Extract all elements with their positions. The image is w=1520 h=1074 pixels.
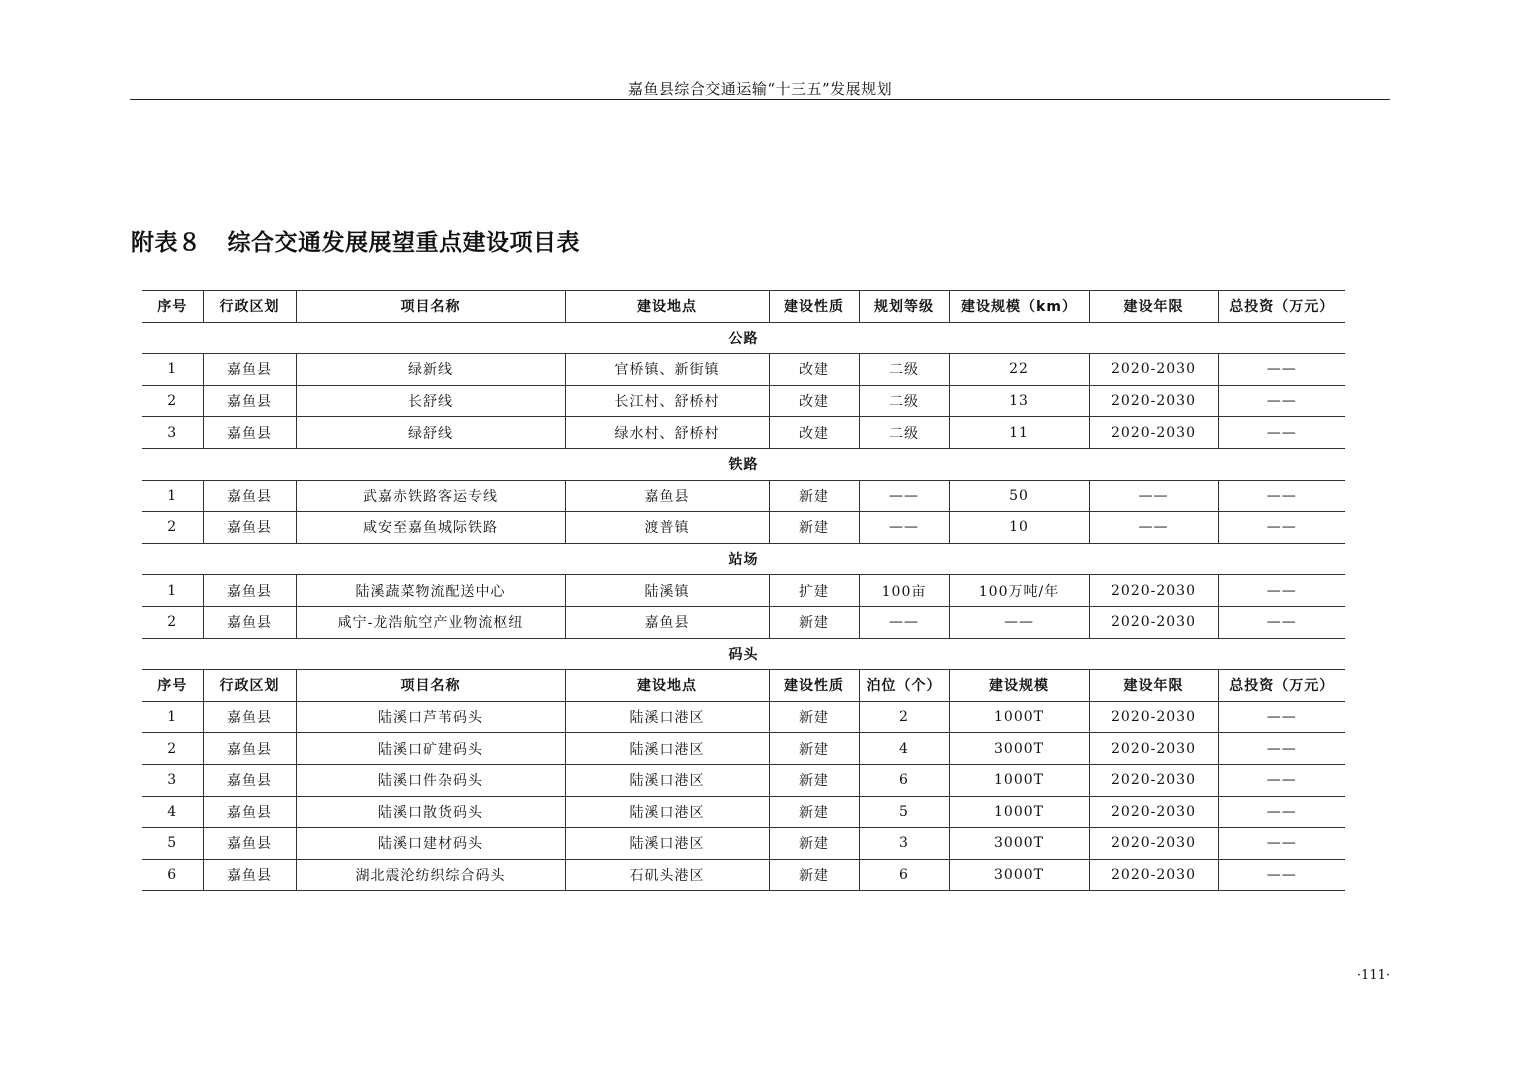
section-row-wharf [142, 638, 1345, 670]
cell-location: 嘉鱼县 [565, 480, 769, 512]
cell-grade: 100亩 [859, 575, 949, 607]
cell-scale: 11 [949, 417, 1089, 449]
cell-location: 官桥镇、新街镇 [565, 354, 769, 386]
cell-type: 改建 [769, 354, 859, 386]
header-cell: 序号 [142, 670, 203, 702]
header-cell: 建设规模 [949, 670, 1089, 702]
cell-district: 嘉鱼县 [203, 733, 296, 765]
cell-index: 6 [142, 859, 203, 891]
cell-scale: 100万吨/年 [949, 575, 1089, 607]
cell-index: 4 [142, 796, 203, 828]
header-cell: 建设年限 [1089, 670, 1218, 702]
header-divider [130, 99, 1390, 100]
cell-grade: —— [859, 512, 949, 544]
cell-investment: —— [1218, 512, 1345, 544]
cell-investment: —— [1218, 385, 1345, 417]
cell-location: 长江村、舒桥村 [565, 385, 769, 417]
header-cell: 项目名称 [296, 291, 565, 323]
cell-project: 绿舒线 [296, 417, 565, 449]
cell-berths: 3 [859, 828, 949, 860]
cell-index: 3 [142, 764, 203, 796]
cell-period: 2020-2030 [1089, 859, 1218, 891]
cell-investment: —— [1218, 575, 1345, 607]
header-cell: 建设地点 [565, 291, 769, 323]
cell-berths: 2 [859, 701, 949, 733]
cell-district: 嘉鱼县 [203, 575, 296, 607]
cell-index: 2 [142, 606, 203, 638]
cell-index: 2 [142, 385, 203, 417]
cell-scale: 3000T [949, 828, 1089, 860]
cell-grade: —— [859, 606, 949, 638]
cell-scale: 3000T [949, 733, 1089, 765]
cell-location: 渡普镇 [565, 512, 769, 544]
cell-project: 湖北震沦纺织综合码头 [296, 859, 565, 891]
cell-index: 3 [142, 417, 203, 449]
cell-project: 武嘉赤铁路客运专线 [296, 480, 565, 512]
cell-type: 新建 [769, 606, 859, 638]
header-cell: 建设性质 [769, 291, 859, 323]
header-cell: 建设性质 [769, 670, 859, 702]
header-cell: 行政区划 [203, 670, 296, 702]
cell-investment: —— [1218, 764, 1345, 796]
cell-berths: 5 [859, 796, 949, 828]
cell-investment: —— [1218, 859, 1345, 891]
cell-period: 2020-2030 [1089, 606, 1218, 638]
cell-type: 新建 [769, 764, 859, 796]
section-row-station [142, 543, 1345, 575]
cell-index: 2 [142, 512, 203, 544]
table-row [142, 701, 1345, 733]
cell-location: 陆溪口港区 [565, 701, 769, 733]
cell-type: 改建 [769, 385, 859, 417]
header-cell: 行政区划 [203, 291, 296, 323]
cell-project: 咸安至嘉鱼城际铁路 [296, 512, 565, 544]
header-cell: 建设年限 [1089, 291, 1218, 323]
cell-location: 陆溪口港区 [565, 796, 769, 828]
cell-district: 嘉鱼县 [203, 828, 296, 860]
cell-period: 2020-2030 [1089, 701, 1218, 733]
cell-berths: 6 [859, 859, 949, 891]
cell-district: 嘉鱼县 [203, 764, 296, 796]
header-cell: 总投资（万元） [1218, 670, 1345, 702]
cell-scale: 22 [949, 354, 1089, 386]
cell-location: 陆溪口港区 [565, 733, 769, 765]
cell-investment: —— [1218, 606, 1345, 638]
cell-district: 嘉鱼县 [203, 512, 296, 544]
projects-table [142, 290, 1345, 891]
cell-grade: 二级 [859, 354, 949, 386]
cell-district: 嘉鱼县 [203, 796, 296, 828]
cell-grade: 二级 [859, 417, 949, 449]
table-number: 附表８ [131, 230, 202, 256]
header-cell: 项目名称 [296, 670, 565, 702]
page-number: ·111· [1356, 968, 1390, 983]
cell-investment: —— [1218, 480, 1345, 512]
section-title: 码头 [142, 638, 1345, 670]
cell-period: 2020-2030 [1089, 796, 1218, 828]
section-title: 站场 [142, 543, 1345, 575]
cell-district: 嘉鱼县 [203, 354, 296, 386]
cell-district: 嘉鱼县 [203, 859, 296, 891]
cell-period: —— [1089, 480, 1218, 512]
cell-project: 咸宁-龙浩航空产业物流枢纽 [296, 606, 565, 638]
section-row-railway [142, 448, 1345, 480]
cell-project: 陆溪口芦苇码头 [296, 701, 565, 733]
cell-type: 新建 [769, 796, 859, 828]
cell-project: 陆溪口建材码头 [296, 828, 565, 860]
cell-project: 陆溪口散货码头 [296, 796, 565, 828]
header-cell: 建设地点 [565, 670, 769, 702]
table-title-text: 综合交通发展展望重点建设项目表 [227, 230, 580, 256]
cell-index: 5 [142, 828, 203, 860]
cell-district: 嘉鱼县 [203, 701, 296, 733]
cell-investment: —— [1218, 796, 1345, 828]
table-row [142, 417, 1345, 449]
table-row [142, 512, 1345, 544]
cell-project: 陆溪口矿建码头 [296, 733, 565, 765]
section-row-highway [142, 322, 1345, 354]
cell-investment: —— [1218, 417, 1345, 449]
table-row [142, 385, 1345, 417]
table-row [142, 828, 1345, 860]
cell-type: 扩建 [769, 575, 859, 607]
cell-index: 1 [142, 575, 203, 607]
table-row [142, 859, 1345, 891]
cell-scale: 10 [949, 512, 1089, 544]
cell-index: 1 [142, 480, 203, 512]
table-row [142, 480, 1345, 512]
cell-scale: 13 [949, 385, 1089, 417]
cell-period: 2020-2030 [1089, 575, 1218, 607]
cell-location: 石矶头港区 [565, 859, 769, 891]
header-cell: 总投资（万元） [1218, 291, 1345, 323]
cell-berths: 6 [859, 764, 949, 796]
table-row [142, 733, 1345, 765]
cell-period: 2020-2030 [1089, 764, 1218, 796]
cell-period: 2020-2030 [1089, 354, 1218, 386]
cell-grade: —— [859, 480, 949, 512]
cell-period: 2020-2030 [1089, 733, 1218, 765]
cell-investment: —— [1218, 828, 1345, 860]
cell-period: —— [1089, 512, 1218, 544]
header-cell: 泊位（个） [859, 670, 949, 702]
cell-berths: 4 [859, 733, 949, 765]
cell-type: 新建 [769, 701, 859, 733]
cell-investment: —— [1218, 701, 1345, 733]
cell-index: 1 [142, 701, 203, 733]
header-cell: 规划等级 [859, 291, 949, 323]
table-header-row [142, 291, 1345, 323]
cell-project: 陆溪口件杂码头 [296, 764, 565, 796]
cell-scale: 1000T [949, 796, 1089, 828]
cell-location: 陆溪镇 [565, 575, 769, 607]
table-row [142, 796, 1345, 828]
cell-period: 2020-2030 [1089, 385, 1218, 417]
cell-project: 绿新线 [296, 354, 565, 386]
cell-type: 新建 [769, 828, 859, 860]
cell-location: 陆溪口港区 [565, 828, 769, 860]
table-row [142, 575, 1345, 607]
cell-type: 新建 [769, 733, 859, 765]
header-cell: 序号 [142, 291, 203, 323]
cell-location: 嘉鱼县 [565, 606, 769, 638]
cell-type: 改建 [769, 417, 859, 449]
wharf-header-row [142, 670, 1345, 702]
cell-location: 陆溪口港区 [565, 764, 769, 796]
cell-location: 绿水村、舒桥村 [565, 417, 769, 449]
cell-type: 新建 [769, 512, 859, 544]
cell-district: 嘉鱼县 [203, 480, 296, 512]
cell-project: 长舒线 [296, 385, 565, 417]
cell-district: 嘉鱼县 [203, 606, 296, 638]
cell-scale: 1000T [949, 701, 1089, 733]
cell-scale: 1000T [949, 764, 1089, 796]
cell-district: 嘉鱼县 [203, 417, 296, 449]
cell-investment: —— [1218, 733, 1345, 765]
table-row [142, 354, 1345, 386]
table-title [131, 224, 580, 257]
cell-period: 2020-2030 [1089, 828, 1218, 860]
section-title: 公路 [142, 322, 1345, 354]
table-row [142, 764, 1345, 796]
cell-scale: —— [949, 606, 1089, 638]
header-cell: 建设规模（km） [949, 291, 1089, 323]
running-header: 嘉鱼县综合交通运输“十三五”发展规划 [627, 80, 893, 98]
cell-project: 陆溪蔬菜物流配送中心 [296, 575, 565, 607]
cell-period: 2020-2030 [1089, 417, 1218, 449]
cell-type: 新建 [769, 480, 859, 512]
section-title: 铁路 [142, 448, 1345, 480]
cell-district: 嘉鱼县 [203, 385, 296, 417]
cell-scale: 3000T [949, 859, 1089, 891]
cell-index: 2 [142, 733, 203, 765]
cell-index: 1 [142, 354, 203, 386]
cell-type: 新建 [769, 859, 859, 891]
cell-scale: 50 [949, 480, 1089, 512]
table-row [142, 606, 1345, 638]
cell-grade: 二级 [859, 385, 949, 417]
cell-investment: —— [1218, 354, 1345, 386]
